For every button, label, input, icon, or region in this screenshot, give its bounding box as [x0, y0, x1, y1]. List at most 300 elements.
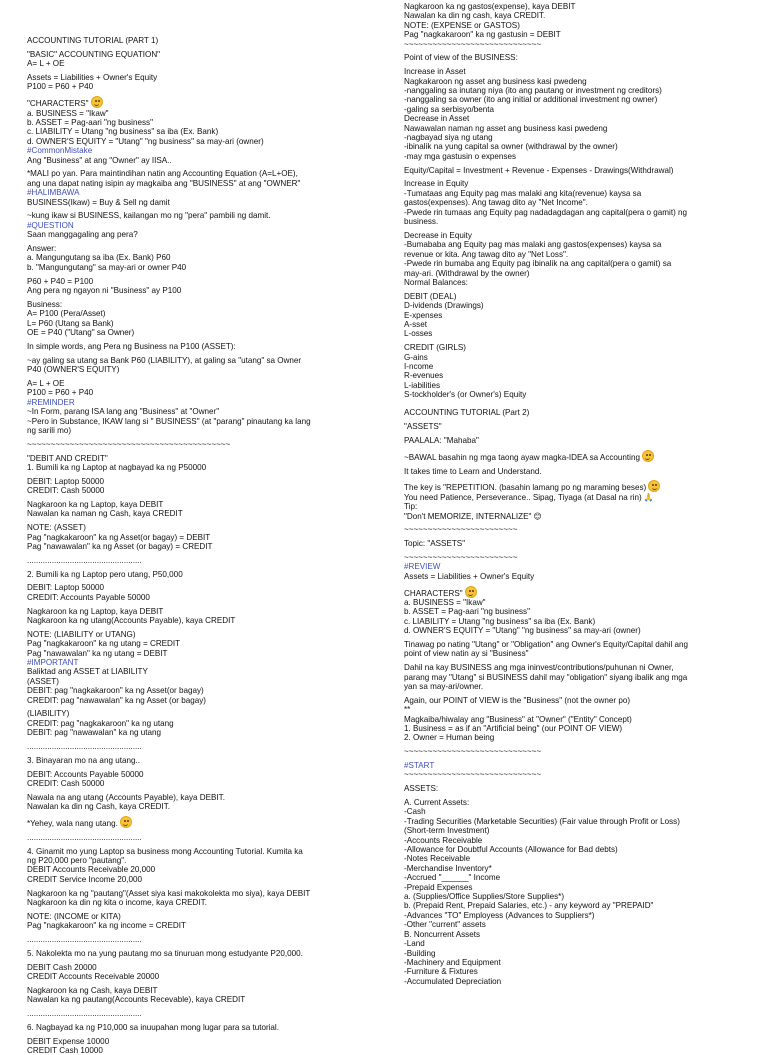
line-text: It takes time to Learn and Understand. — [404, 466, 542, 476]
line-text: Increase in Asset — [404, 67, 466, 77]
text-line — [404, 930, 754, 939]
line-text: -Merchandise Inventory* — [404, 863, 492, 873]
text-line — [27, 875, 377, 884]
line-text: -ibinalik na yung capital sa owner (withdrawal by the owner) — [404, 142, 618, 152]
line-text: -Machinery and Equipment — [404, 957, 501, 967]
line-text: A-sset — [404, 319, 427, 329]
line-text: -nagbayad siya ng utang — [404, 133, 493, 143]
line-text: You need Patience, Perseverance.. Sipag, Tiyaga (at Dasal na rin) — [404, 492, 642, 502]
line-text: Magkaiba/hiwalay ang "Business" at "Owner" ("Entity" Concept) — [404, 714, 632, 724]
line-text: Pag "nagkakaroon" ka ng gastusin = DEBIT — [404, 30, 561, 40]
line-text: -Trading Securities (Marketable Securities) (Fair value through Profit or Loss) — [404, 816, 680, 826]
text-line — [404, 598, 754, 607]
text-line — [404, 11, 754, 20]
line-text: ng P20,000 pero "pautang". — [27, 855, 127, 865]
line-text: Saan manggagaling ang pera? — [27, 230, 138, 240]
text-line — [404, 278, 754, 287]
line-text: ~Pero in Substance, IKAW lang si " BUSINESS" (at "parang" pinautang ka lang — [27, 416, 311, 426]
line-text: P100 = P60 + P40 — [27, 82, 94, 92]
text-line — [404, 30, 754, 39]
line-text: 4. Ginamit mo yung Laptop sa business mong Accounting Tutorial. Kumita ka — [27, 846, 303, 856]
text-line — [404, 86, 754, 95]
text-line — [27, 137, 377, 146]
text-line — [404, 949, 754, 958]
text-line — [404, 798, 754, 807]
line-text: A= P100 (Pera/Asset) — [27, 309, 106, 319]
line-text: Pag "nagkakaroon" ka ng Asset(or bagay) = DEBIT — [27, 532, 211, 542]
line-text: Answer: — [27, 244, 57, 254]
text-line — [404, 854, 754, 863]
line-text: CHARACTERS" — [404, 588, 463, 598]
line-text: A= L + OE — [27, 378, 65, 388]
smiley-emoji-icon — [91, 96, 103, 108]
line-text: Decrease in Equity — [404, 230, 472, 240]
text-line — [404, 292, 754, 301]
line-text: parang may "Utang" si BUSINESS dahil may "obligation" siyang ibalik ang mga — [404, 672, 688, 682]
text-line — [27, 477, 377, 486]
line-text: ~ay galing sa utang sa Bank P60 (LIABILITY), at galing sa "utang" sa Owner — [27, 355, 302, 365]
text-line — [404, 572, 754, 581]
text-line — [27, 856, 377, 865]
line-text: CREDIT Accounts Receivable 20000 — [27, 972, 160, 981]
line-text: -Accumulated Depreciation — [404, 976, 502, 986]
line-text: Nawalan ka din ng cash, kaya CREDIT. — [404, 11, 546, 21]
line-text: 5. Nakolekta mo na yung pautang mo sa tinuruan mong estudyante P20,000. — [27, 948, 303, 958]
line-text: NOTE: (ASSET) — [27, 523, 86, 533]
line-text: Increase in Equity — [404, 179, 469, 189]
hashtag-heading — [27, 658, 377, 667]
text-line — [27, 779, 377, 788]
text-line — [27, 1023, 377, 1032]
line-text: DEBIT (DEAL) — [404, 291, 457, 301]
text-line — [404, 826, 754, 835]
text-line — [404, 502, 754, 511]
line-text: Dahil na kay BUSINESS ang mga ininvest/contributions/puhunan ni Owner, — [404, 663, 674, 673]
line-text: -Other "current" assets — [404, 920, 486, 930]
text-line — [404, 142, 754, 151]
text-line — [27, 179, 377, 188]
line-text: 1. Business = as if an "Artificial being" (our POINT OF VIEW) — [404, 724, 623, 734]
text-line — [404, 67, 754, 76]
text-line — [404, 250, 754, 259]
line-text: Equity/Capital = Investment + Revenue - Expenses - Drawings(Withdrawal) — [404, 165, 674, 175]
line-text: -Allowance for Doubtful Accounts (Allowance for Bad debts) — [404, 845, 618, 855]
line-text: G-ains — [404, 352, 428, 362]
line-text: 3. Binayaran mo na ang utang.. — [27, 755, 140, 765]
line-text: CREDIT Service Income 20,000 — [27, 874, 143, 884]
hashtag-heading — [27, 146, 377, 155]
text-line — [27, 82, 377, 91]
text-line — [404, 512, 754, 521]
line-text: DEBIT: Laptop 50000 — [27, 583, 104, 593]
text-line — [27, 816, 377, 828]
line-text: may-ari. (Withdrawal by the owner) — [404, 268, 530, 278]
text-line — [404, 977, 754, 986]
text-line — [27, 570, 377, 579]
line-text: ~BAWAL basahin ng mga taong ayaw magka-IDEA sa Accounting — [404, 452, 640, 462]
line-text: d. OWNER'S EQUITY = "Utang" "ng business" sa may-ari (owner) — [27, 136, 264, 146]
line-text: DEBIT: pag "nagkakaroon" ka ng Asset(or bagay) — [27, 686, 204, 696]
text-line — [404, 733, 754, 742]
line-text: ~~~~~~~~~~~~~~~~~~~~~~~~~~~~~ — [404, 39, 542, 49]
line-text: DEBIT Expense 10000 — [27, 1036, 110, 1046]
line-text: -nanggaling sa owner (ito ang initial or additional investment ng owner) — [404, 95, 658, 105]
line-text: CREDIT: pag "nawawalan" ka ng Asset (or bagay) — [27, 695, 206, 705]
text-line — [27, 556, 377, 565]
line-text: NOTE: (LIABILITY or UTANG) — [27, 629, 136, 639]
line-text: b. (Prepaid Rent, Prepaid Salaries, etc.) - any keyword ay "PREPAID" — [404, 901, 654, 911]
text-line — [27, 328, 377, 337]
line-text: -Accounts Receivable — [404, 835, 483, 845]
text-line — [27, 949, 377, 958]
text-line — [27, 728, 377, 737]
line-text: Decrease in Asset — [404, 114, 470, 124]
line-text: Assets = Liabilities + Owner's Equity — [27, 73, 158, 82]
line-text: a. BUSINESS = "Ikaw" — [404, 597, 486, 607]
text-line — [27, 742, 377, 751]
line-text: DEBIT: Laptop 50000 — [27, 476, 104, 486]
line-text: B. Noncurrent Assets — [404, 929, 481, 939]
text-line — [404, 586, 754, 598]
line-text: Assets = Liabilities + Owner's Equity — [404, 571, 535, 581]
line-text: "Don't MEMORIZE, INTERNALIZE" — [404, 511, 532, 521]
line-text: P60 + P40 = P100 — [27, 276, 94, 286]
text-line — [27, 356, 377, 365]
text-line — [27, 417, 377, 426]
text-line — [404, 939, 754, 948]
line-text: "DEBIT AND CREDIT" — [27, 453, 108, 463]
line-text: L= P60 (Utang sa Bank) — [27, 318, 114, 328]
text-line — [27, 921, 377, 930]
line-text: ~~~~~~~~~~~~~~~~~~~~~~~~~~~~~~~~~~~~~~~~~~~ — [27, 439, 231, 449]
line-text: Tip: — [404, 502, 418, 512]
text-line — [404, 95, 754, 104]
line-text: NOTE: (INCOME or KITA) — [27, 911, 121, 921]
text-line — [404, 817, 754, 826]
text-line — [27, 709, 377, 718]
line-text: E-xpenses — [404, 310, 443, 320]
text-line — [27, 244, 377, 253]
line-text: CREDIT: Cash 50000 — [27, 778, 105, 788]
line-text: d. OWNER'S EQUITY = "Utang" "ng business" sa may-ari (owner) — [404, 626, 641, 636]
line-text: ................................................... — [27, 935, 142, 944]
text-line — [27, 802, 377, 811]
line-text: A. Current Assets: — [404, 798, 470, 808]
line-text: NOTE: (EXPENSE or GASTOS) — [404, 20, 520, 30]
text-line — [27, 972, 377, 981]
line-text: gastos(expenses). Ang tawag dito ay "Net Income". — [404, 198, 588, 208]
text-line — [27, 342, 377, 351]
line-text: #REMINDER — [27, 397, 75, 407]
line-text: ................................................... — [27, 1009, 142, 1018]
text-line — [27, 500, 377, 509]
line-text: -Cash — [404, 807, 426, 817]
text-line — [404, 892, 754, 901]
line-text: #START — [404, 761, 435, 771]
line-text: ................................................... — [27, 741, 142, 751]
line-text: L-iabilities — [404, 380, 440, 390]
line-text: 2. Owner = Human being — [404, 733, 495, 743]
text-line — [404, 901, 754, 910]
text-line — [27, 319, 377, 328]
text-line — [27, 523, 377, 532]
line-text: BUSINESS(Ikaw) = Buy & Sell ng damit — [27, 197, 170, 207]
text-line — [404, 864, 754, 873]
line-text: Nagkaroon ka din ng kita o income, kaya CREDIT. — [27, 898, 207, 907]
text-line — [404, 493, 754, 502]
line-text: DEBIT Accounts Receivable 20,000 — [27, 865, 156, 875]
line-text: Nagkaroon ka ng utang(Accounts Payable), kaya CREDIT — [27, 615, 236, 625]
text-line — [404, 179, 754, 188]
line-text: business. — [404, 217, 439, 227]
line-text: "BASIC" ACCOUNTING EQUATION" — [27, 49, 161, 59]
line-text: S-tockholder's (or Owner's) Equity — [404, 390, 527, 400]
line-text: ng sarili mo) — [27, 425, 72, 435]
text-line — [27, 127, 377, 136]
text-line — [27, 770, 377, 779]
line-text: -Prepaid Expenses — [404, 882, 473, 892]
text-line — [404, 682, 754, 691]
text-line — [404, 408, 754, 417]
text-line — [27, 463, 377, 472]
text-line — [27, 509, 377, 518]
line-text: ASSETS: — [404, 784, 439, 794]
line-text: The key is "REPETITION. (basahin lamang po ng maraming beses) — [404, 483, 647, 493]
text-line — [27, 1046, 377, 1055]
line-text: -Notes Receivable — [404, 854, 471, 864]
line-text: Pag "nawawalan" ka ng Asset (or bagay) = CREDIT — [27, 541, 213, 551]
text-line — [404, 217, 754, 226]
text-line — [404, 198, 754, 207]
text-line — [404, 189, 754, 198]
line-text: #HALIMBAWA — [27, 188, 80, 198]
line-text: Normal Balances: — [404, 277, 468, 287]
text-line — [27, 630, 377, 639]
text-line — [404, 353, 754, 362]
text-line — [27, 667, 377, 676]
text-line — [27, 686, 377, 695]
text-line — [27, 583, 377, 592]
line-text: -Bumababa ang Equity pag mas malaki ang gastos(expenses) kaysa sa — [404, 240, 662, 250]
text-line — [404, 40, 754, 49]
line-text: 1. Bumili ka ng Laptop at nagbayad ka ng P50000 — [27, 462, 207, 472]
line-text: CREDIT: Cash 50000 — [27, 486, 105, 496]
line-text: "ASSETS" — [404, 422, 442, 432]
text-line — [404, 371, 754, 380]
text-line — [27, 986, 377, 995]
line-text: (Short-term Investment) — [404, 826, 490, 836]
text-line — [27, 935, 377, 944]
line-text: ACCOUNTING TUTORIAL (Part 2) — [404, 408, 530, 418]
line-text: -galing sa serbisyo/benta — [404, 104, 494, 114]
line-text: PAALALA: "Mahaba" — [404, 435, 479, 445]
text-line — [404, 883, 754, 892]
line-text: DEBIT: pag "nawawalan" ka ng utang — [27, 728, 161, 738]
line-text: (ASSET) — [27, 676, 59, 686]
text-line — [404, 124, 754, 133]
line-text: c. LIABILITY = Utang "ng business" sa iba (Ex. Bank) — [27, 127, 219, 137]
line-text: -Land — [404, 939, 425, 949]
text-line — [404, 231, 754, 240]
hashtag-heading — [404, 761, 754, 770]
line-text: -Accrued "______" Income — [404, 873, 501, 883]
line-text: I-ncome — [404, 361, 434, 371]
text-line — [27, 36, 377, 45]
text-line — [404, 673, 754, 682]
line-text: -Advances "TO" Employess (Advances to Suppliers*) — [404, 910, 595, 920]
line-text: Pag "nawawalan" ka ng utang = DEBIT — [27, 648, 168, 658]
text-line — [27, 407, 377, 416]
line-text: #CommonMistake — [27, 146, 93, 156]
line-text: yan sa may-ari/owner. — [404, 682, 484, 691]
line-text: #REVIEW — [404, 562, 441, 572]
text-line — [27, 309, 377, 318]
text-line — [404, 539, 754, 548]
text-line — [27, 677, 377, 686]
text-line — [27, 169, 377, 178]
text-line — [404, 77, 754, 86]
line-text: Ang pera ng ngayon ni "Business" ay P100 — [27, 286, 182, 296]
line-text: Nawalan ka ng pautang(Accounts Recevable), kaya CREDIT — [27, 995, 246, 1005]
text-line — [27, 696, 377, 705]
text-line — [27, 486, 377, 495]
text-line — [404, 166, 754, 175]
text-line — [404, 208, 754, 217]
line-text: Nawala na ang utang (Accounts Payable), kaya DEBIT. — [27, 792, 225, 802]
line-text: CREDIT: Accounts Payable 50000 — [27, 592, 150, 602]
line-text: #IMPORTANT — [27, 657, 79, 667]
line-text: ACCOUNTING TUTORIAL (PART 1) — [27, 36, 159, 45]
text-line — [404, 525, 754, 534]
text-line — [27, 1009, 377, 1018]
text-line — [404, 617, 754, 626]
text-line — [404, 329, 754, 338]
text-line — [27, 607, 377, 616]
text-line — [404, 133, 754, 142]
line-text: *Yehey, wala nang utang. — [27, 818, 118, 828]
line-text: 2. Bumili ka ng Laptop pero utang, P50,000 — [27, 569, 183, 579]
text-line — [404, 381, 754, 390]
line-text: ~In Form, parang ISA lang ang "Business" at "Owner" — [27, 407, 220, 417]
line-text: Ang "Business" at ang "Owner" ay IISA.. — [27, 155, 172, 165]
text-line — [27, 73, 377, 82]
text-line — [404, 436, 754, 445]
line-text: a. (Supplies/Office Supplies/Store Supplies*) — [404, 892, 565, 902]
text-line — [27, 426, 377, 435]
text-line — [404, 845, 754, 854]
text-line — [27, 286, 377, 295]
line-text: DEBIT: Accounts Payable 50000 — [27, 769, 144, 779]
text-line — [404, 836, 754, 845]
text-line — [404, 696, 754, 705]
text-line — [404, 467, 754, 476]
hashtag-heading — [27, 221, 377, 230]
text-line — [404, 705, 754, 714]
text-line — [404, 747, 754, 756]
line-text: Nagkaroon ka ng Laptop, kaya DEBIT — [27, 499, 164, 509]
line-text: -Building — [404, 948, 436, 958]
text-line — [404, 958, 754, 967]
line-text: ~~~~~~~~~~~~~~~~~~~~~~~~ — [404, 525, 518, 535]
line-text: Baliktad ang ASSET at LIABILITY — [27, 667, 148, 677]
text-line — [27, 388, 377, 397]
line-text: P40 (OWNER'S EQUITY) — [27, 365, 120, 375]
text-line — [27, 865, 377, 874]
line-text: b. ASSET = Pag-aari "ng business" — [404, 607, 530, 617]
line-text: 6. Nagbayad ka ng P10,000 sa inuupahan mong lugar para sa tutorial. — [27, 1022, 279, 1032]
line-text: R-evenues — [404, 371, 444, 381]
line-text: ** — [404, 705, 411, 715]
line-text: ang una dapat nating isipin ay magkaiba ang "BUSINESS" at ang "OWNER" — [27, 178, 301, 188]
left-column — [27, 36, 377, 1055]
text-line — [404, 114, 754, 123]
text-line — [27, 277, 377, 286]
text-line — [27, 156, 377, 165]
line-text: Pag "nagkakaroon" ka ng income = CREDIT — [27, 921, 186, 931]
text-line — [404, 663, 754, 672]
text-line — [404, 152, 754, 161]
line-text: a. Mangungutang sa iba (Ex. Bank) P60 — [27, 253, 171, 263]
line-text: ................................................... — [27, 832, 142, 842]
text-line — [27, 211, 377, 220]
text-line — [404, 105, 754, 114]
text-line — [27, 1037, 377, 1046]
text-line — [27, 889, 377, 898]
line-text: -Tumataas ang Equity pag mas malaki ang kita(revenue) kaysa sa — [404, 188, 642, 198]
line-text: ~kung ikaw si BUSINESS, kailangan mo ng "pera" pambili ng damit. — [27, 211, 271, 221]
text-line — [404, 873, 754, 882]
text-line — [27, 59, 377, 68]
line-text: OE = P40 ("Utang" sa Owner) — [27, 328, 135, 338]
line-text: -Furniture & Fixtures — [404, 967, 478, 977]
text-line — [27, 833, 377, 842]
text-line — [404, 807, 754, 816]
line-text: Nawalan ka naman ng Cash, kaya CREDIT — [27, 509, 183, 519]
line-text: b. "Mangungutang" sa may-ari or owner P40 — [27, 262, 187, 272]
line-text: Nawalan ka din ng Cash, kaya CREDIT. — [27, 802, 171, 812]
line-text: Tinawag po nating "Utang" or "Obligation" ang Owner's Equity/Capital dahil ang — [404, 639, 689, 649]
smiley-emoji-icon — [465, 586, 477, 598]
emoji-icon: 😊 — [533, 511, 542, 521]
line-text: revenue or kita. Ang tawag dito ay "Net Loss". — [404, 249, 569, 259]
text-line — [404, 715, 754, 724]
text-line — [27, 793, 377, 802]
text-line — [404, 784, 754, 793]
emoji-icon: 🙏 — [643, 492, 654, 502]
smiley-emoji-icon — [648, 480, 660, 492]
line-text: *MALI po yan. Para maintindihan natin ang Accounting Equation (A=L+OE), — [27, 169, 298, 179]
text-line — [404, 553, 754, 562]
line-text: Nagkaroon ka ng Cash, kaya DEBIT — [27, 985, 158, 995]
text-line — [404, 259, 754, 268]
line-text: Nagkakaroon ng asset ang business kasi pwedeng — [404, 76, 587, 86]
line-text: CREDIT (GIRLS) — [404, 343, 466, 353]
text-line — [27, 649, 377, 658]
text-line — [404, 967, 754, 976]
line-text: L-osses — [404, 329, 433, 339]
hashtag-heading — [404, 562, 754, 571]
text-line — [404, 450, 754, 462]
line-text: ................................................... — [27, 555, 142, 565]
line-text: Again, our POINT of VIEW is the "Business" (not the owner po) — [404, 695, 631, 705]
line-text: Nagkaroon ka ng gastos(expense), kaya DEBIT — [404, 2, 576, 11]
hashtag-heading — [27, 398, 377, 407]
text-line — [404, 422, 754, 431]
text-line — [404, 911, 754, 920]
text-line — [27, 109, 377, 118]
text-line — [404, 269, 754, 278]
right-column — [404, 2, 754, 986]
